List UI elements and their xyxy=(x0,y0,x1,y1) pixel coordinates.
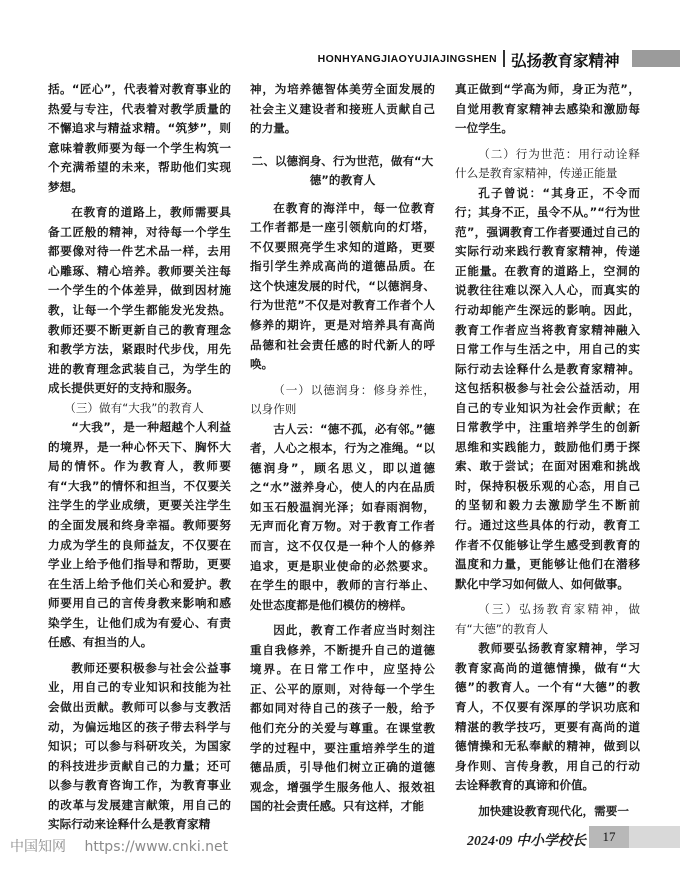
paragraph: 真正做到“学高为师，身正为范”，自觉用教育家精神去感染和激励每一位学生。 xyxy=(455,82,640,136)
column-3 xyxy=(455,80,640,821)
paragraph: 孔子曾说：“其身正，不令而行；其身不正，虽令不从。”“行为世范”，强调教育工作者要通过自己的实际行动来践行教育家精神，传递正能量。在教育的道路上，空洞的说教往往难以深入人心，而真实的行动却能产生深远的影响。因此，教育工作者应当将教育家精神融入日常工作与生活之中，用自己的实际行动去诠释什么是教育家精神。这包括积极参与社会公益活动，用自己的专业知识为社会作贡献；在日常教学中，注重培养学生的创新思维和实践能力，鼓励他们勇于探索、敢于尝试；在面对困难和挑战时，保持积极乐观的心态，用自己的坚韧和毅力去激励学生不断前行。通过这些具体的行动，教育工作者不仅能够让学生感受到教育的温度和力量，更能够让他们在潜移默化中学习如何做人、如何做事。 xyxy=(455,185,640,591)
page-number: 17 xyxy=(589,826,629,848)
watermark-url[interactable]: https://www.cnki.net xyxy=(84,839,229,855)
paragraph: 教师要弘扬教育家精神，学习教育家高尚的道德情操，做有“大德”的教育人。一个有“大德”的教育人，不仅要有深厚的学识功底和精湛的教学技巧，更要有高尚的道德情操和无私奉献的精神，做到以身作则、言传身教，用自己的行动去诠释教育的真谛和价值。 xyxy=(455,641,640,793)
paragraph: “大我”，是一种超越个人利益的境界，是一种心怀天下、胸怀大局的情怀。作为教育人，教师要有“大我”的情怀和担当，不仅要关注学生的学业成绩，更要关注学生的全面发展和终身幸福。教师要努力成为学生的良师益友，不仅要在学业上给予他们指导和帮助，更要在生活上给予他们关心和爱护。教师要用自己的言传身教来影响和感染学生，让他们成为有爱心、有责任感、有担当的人。 xyxy=(48,420,231,650)
paragraph: 在教育的海洋中，每一位教育工作者都是一座引领航向的灯塔，不仅要照亮学生求知的道路，更要指引学生养成高尚的道德品质。在这个快速发展的时代，“以德润身、行为世范”不仅是对教育工作者个人修养的期许，更是对培养具有高尚品德和社会责任感的时代新人的呼唤。 xyxy=(250,200,435,372)
watermark-site: 中国知网 xyxy=(10,839,66,855)
subsection-heading: （一）以德润身：修身养性，以身作则 xyxy=(250,382,435,417)
subsection-heading: （三）做有“大我”的教育人 xyxy=(64,400,204,415)
paragraph: 教师还要积极参与社会公益事业，用自己的专业知识和技能为社会做出贡献。教师可以参与支教活动，为偏远地区的孩子带去科学与知识；可以参与科研攻关，为国家的科技进步贡献自己的力量；还可以参与教育咨询工作，为教育事业的改革与发展建言献策，用自己的实际行动来诠释什么是教育家精 xyxy=(48,660,231,832)
header-pinyin: HONHYANGJIAOYUJIAJINGSHEN xyxy=(317,53,497,65)
paragraph: 加快建设教育现代化，需要一 xyxy=(478,803,629,818)
column-1 xyxy=(48,80,231,835)
watermark xyxy=(10,836,242,856)
header-title: 弘扬教育家精神 xyxy=(511,52,620,70)
footer-issue: 2024·09 中小学校长 xyxy=(467,834,586,849)
subsection-heading: （三）弘扬教育家精神，做有“大德”的教育人 xyxy=(455,602,640,636)
section-heading: 二、以德润身、行为世范，做有“大德”的教育人 xyxy=(251,153,434,188)
paragraph: 因此，教育工作者应当时刻注重自我修养，不断提升自己的道德境界。在日常工作中，应坚持公正、公平的原则，对待每一个学生都如同对待自己的孩子一般，给予他们充分的关爱与尊重。在课堂教学的过程中，要注重培养学生的道德品质，引导他们树立正确的道德观念，增强学生服务他人、报效祖国的社会责任感。只有这样，才能 xyxy=(250,623,435,814)
page-header xyxy=(0,0,680,70)
column-2 xyxy=(250,80,435,817)
paragraph: 在教育的道路上，教师需要具备工匠般的精神，对待每一个学生都要像对待一件艺术品一样，去用心雕琢、精心培养。教师要关注每一个学生的个体差异，做到因材施教，让每一个学生都能发光发热。教师还要不断更新自己的教育理念和教学方法，紧跟时代步伐，用先进的教育理念武装自己，为学生的成长提供更好的支持和服务。 xyxy=(48,205,231,396)
paragraph: 括。“匠心”，代表着对教育事业的热爱与专注，代表着对教学质量的不懈追求与精益求精。“筑梦”，则意味着教师要为每一个学生构筑一个充满希望的未来，帮助他们实现梦想。 xyxy=(48,82,231,194)
paragraph: 神，为培养德智体美劳全面发展的社会主义建设者和接班人贡献自己的力量。 xyxy=(250,82,435,136)
header-separator xyxy=(503,50,505,67)
footer-gray-bar xyxy=(629,826,680,848)
header-gray-bar xyxy=(632,50,680,67)
subsection-heading: （二）行为世范：用行动诠释什么是教育家精神，传递正能量 xyxy=(455,146,640,181)
paragraph: 古人云：“德不孤，必有邻。”德者，人心之根本，行为之准绳。“以德润身”，顾名思义，即以道德之“水”滋养身心，使人的内在品质如玉石般温润光泽；如春雨润物，无声而化育万物。对于教育工作者而言，这不仅仅是一种个人的修养追求，更是职业使命的必然要求。在学生的眼中，教师的言行举止、处世态度都是他们模仿的榜样。 xyxy=(250,421,435,612)
